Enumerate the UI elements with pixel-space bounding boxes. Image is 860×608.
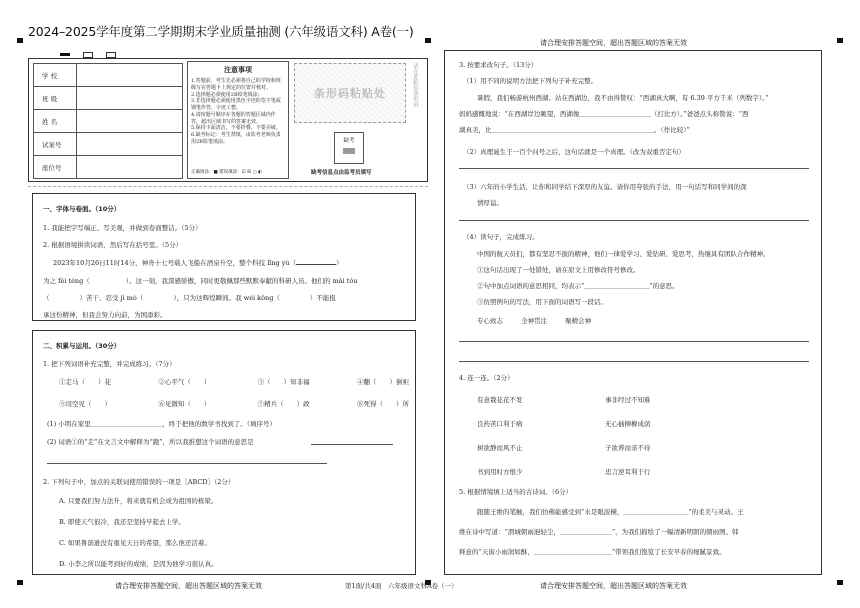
answer-line[interactable] xyxy=(47,463,327,464)
answer-line[interactable] xyxy=(459,341,809,342)
notice-item: 4.请按题号顺序在各题的答题区域内作答，超出区域书写的答案无效。 xyxy=(191,111,276,125)
match-right[interactable]: 子欲养而亲不待 xyxy=(605,444,651,452)
question-2-1: 1. 把下列词语补充完整，并完成练习。（7分） xyxy=(43,360,176,368)
school-field[interactable] xyxy=(77,64,183,87)
notice-list xyxy=(191,78,285,146)
registration-mark xyxy=(17,38,23,43)
absent-checkbox[interactable] xyxy=(343,148,355,154)
word: 全神贯注 xyxy=(521,317,548,325)
match-right[interactable]: 无心插柳柳成荫 xyxy=(605,420,651,428)
question-3-1: （1）用不同的说明方法把下列句子补充完整。 xyxy=(463,77,598,85)
section-1-heading: 一、字体与卷面。（10分） xyxy=(43,205,121,213)
idiom-item: ③（ ）知非福 xyxy=(257,378,310,386)
answer-line[interactable] xyxy=(311,444,393,445)
absent-box xyxy=(334,132,364,164)
idiom-item: ⑦精兵（ ）政 xyxy=(257,400,310,408)
top-warning: 请合理安排答题空间，超出答题区域的答案无效 xyxy=(540,39,687,47)
text: 2023年10月26日11时14分，神舟十七号载人飞船在酒泉升空，整个科技 lǐng yù（ xyxy=(53,259,297,267)
notice-box xyxy=(187,61,289,179)
right-answer-panel xyxy=(444,50,822,575)
question-2-1-1: (1) 小明在家里＿＿＿＿＿＿＿＿＿＿＿，终于把他的数学书找到了。（填序号） xyxy=(47,420,277,428)
text: （ xyxy=(43,294,50,302)
section-1 xyxy=(32,193,416,321)
q3-4-sub: ①这句话出现了一处错处，请在原文上用修改符号修改。 xyxy=(477,266,640,274)
match-left[interactable]: 良药苦口利于病 xyxy=(477,420,523,428)
notice-item: 5.保持卡面清洁，不要折叠，不要弄破。 xyxy=(191,125,281,132)
fill-sample: 正确填涂：■ 错误填涂：☑ ☒ ○ ◐ xyxy=(191,170,262,175)
q3-1-text: 湖真美，比＿＿＿＿＿＿＿＿＿＿＿＿＿＿＿＿＿＿＿＿＿＿＿＿＿。（作比较）” xyxy=(459,126,690,134)
absent-label: 缺考 xyxy=(343,138,355,144)
word: 聚精会神 xyxy=(565,317,592,325)
match-left[interactable]: 书到用时方恨少 xyxy=(477,468,523,476)
answer-line[interactable] xyxy=(459,220,809,221)
pinyin-line-3 xyxy=(43,293,336,302)
question-3-3-cont: 情厚谊。 xyxy=(477,199,503,207)
exam-number-label: 试案号 xyxy=(34,133,77,156)
question-2-2: 2. 下列句子中，加点的关联词使用错误的一项是［ABCD］（2分） xyxy=(43,478,235,486)
idiom-item: ⑥见微知（ ） xyxy=(158,400,211,408)
word-list xyxy=(477,316,591,325)
seat-field[interactable] xyxy=(77,156,183,179)
section-2-heading: 二、积累与运用。（30分） xyxy=(43,342,121,350)
option-b: B. 即使天气很冷，我还是坚持早起去上学。 xyxy=(59,518,185,526)
registration-mark xyxy=(837,580,843,585)
notice-item: 6.缺考标记：考生禁填，由监考老师负责用2B铅笔填涂。 xyxy=(191,132,281,145)
registration-mark xyxy=(837,38,843,43)
idiom-row xyxy=(59,377,409,386)
divider xyxy=(28,186,428,187)
q3-4-sub: ②句中加点词语的意思相同，均表示“＿＿＿＿＿＿＿＿＿＿”的意思。 xyxy=(477,282,679,290)
q3-4-sub: ③仿照例句的写法，用下面的词语写一段话。 xyxy=(477,298,607,306)
q5-text: 维在诗中写道：“渭城朝雨浥轻尘，＿＿＿＿＿＿＿＿”，为我们描绘了一幅清新明朗的朝雨图。韩 xyxy=(459,528,739,536)
q3-4-passage: 中国的航天员们，都有坚忍不拔的精神，他们一律爱学习、爱钻研、爱思考，热继具有团队合作精神。 xyxy=(477,250,770,258)
q5-text: 释意的“天街小雨润如酥，＿＿＿＿＿＿＿＿＿＿＿＿”带领我们饱览了长安早春的细腻景致。 xyxy=(459,548,726,556)
text: ）。这一刻，我深感骄傲，同时更敬佩那些默默奉献的科研人员。他们的 mài tóu xyxy=(125,277,358,285)
match-right[interactable]: 事非经过不知难 xyxy=(605,396,651,404)
barcode-label: 条形码粘贴处 xyxy=(314,87,386,100)
page-title: 2024–2025学年度第二学期期末学业质量抽测 (六年级语文科) A卷(一) xyxy=(28,24,414,39)
question-3-4: （4）读句子，完成练习。 xyxy=(463,233,539,241)
q3-1-text: 妈妈感慨地说：“在西湖岸边眺望，西湖像＿＿＿＿＿＿＿＿＿＿＿（打比方）。”爸爸点头称赞说：“西 xyxy=(459,110,749,118)
text: ）苦干、忍受 jì mò（ xyxy=(79,294,144,302)
pinyin-line-1 xyxy=(53,258,343,267)
idiom-item: ④翻（ ）倒柜 xyxy=(356,378,409,386)
student-info-panel xyxy=(28,58,428,182)
option-a: A. 只要我们努力法升，将来就有机会成为祖国的栋梁。 xyxy=(59,497,218,505)
idiom-item: ⑤司空见（ ） xyxy=(59,400,111,408)
text: 为之 fèi téng（ xyxy=(43,277,90,285)
answer-line[interactable] xyxy=(459,361,809,362)
question-4: 4. 连一连。（2分） xyxy=(459,374,514,382)
idiom-item: ①走马（ ）花 xyxy=(59,378,111,386)
pinyin-line-2 xyxy=(43,276,358,285)
match-right[interactable]: 忠言逆耳利于行 xyxy=(605,468,651,476)
q3-1-text: 暑假，我们畅游杭州西湖。站在西湖边，我不由得赞叹：“西湖真大啊，有 6.39 平方千米（列数字）。” xyxy=(477,94,769,102)
q5-text: 跟随王维的笔触，我们仿佛能感受到“水是眼波横，＿＿＿＿＿＿＿＿＿＿”的柔美与灵动。王 xyxy=(477,508,744,516)
question-2-1-2: (2) 词语①的“走”在文言文中解释为“跑”，所以我推想这个词语的意思是 xyxy=(47,438,254,446)
barcode-area xyxy=(294,63,406,123)
word: 专心致志 xyxy=(477,317,503,325)
pinyin-line-4: 承这份精神，但我会努力向前，为国添彩。 xyxy=(43,311,167,319)
barcode-side-note: 请在此粘贴条形码 xyxy=(412,63,418,107)
name-label: 姓 名 xyxy=(34,110,77,133)
question-3: 3. 按要求改句子。（13分） xyxy=(459,61,538,69)
answer-line[interactable] xyxy=(459,168,809,169)
idiom-row xyxy=(59,399,409,408)
footer-warning-left: 请合理安排答题空间，超出答题区域的答案无效 xyxy=(115,582,262,590)
class-label: 班 级 xyxy=(34,87,77,110)
question-3-2: （2）真理诞生于一百个问号之后，这句话就是一个真理。（改为双重否定句） xyxy=(463,148,685,156)
footer-warning-right: 请合理安排答题空间，超出答题区域的答案无效 xyxy=(540,582,687,590)
notice-item: 1.答题前，考生先必须将自己的学校和班级写在答题卡上规定的位置并核对。 xyxy=(191,78,281,91)
idiom-item: ②心平气（ ） xyxy=(158,378,211,386)
name-field[interactable] xyxy=(77,110,183,133)
idiom-item: ⑧死得（ ）所 xyxy=(356,400,409,408)
answer-blank[interactable] xyxy=(296,264,336,265)
notice-title: 注意事项 xyxy=(224,66,252,74)
question-1-1: 1. 我能把字写端正、写美观，并做到卷面整洁。（5分） xyxy=(43,224,202,232)
class-field[interactable] xyxy=(77,87,183,110)
student-info-table xyxy=(33,63,183,179)
question-5: 5. 根据情境填上适当的古诗词。（6分） xyxy=(459,488,573,496)
registration-mark xyxy=(425,38,431,43)
notice-item: 2.选择题必须使用2B铅笔填涂； xyxy=(191,91,263,98)
exam-number-field[interactable] xyxy=(77,133,183,156)
section-2 xyxy=(32,330,416,575)
registration-mark xyxy=(17,580,23,585)
notice-item: 3.非选择题必须使用黑色字迹的签字笔或钢笔作答，字迹工整。 xyxy=(191,98,281,111)
text: ）不能报 xyxy=(309,294,336,302)
question-1-2: 2. 根据语境拼读词语，然后写在括号里。（5分） xyxy=(43,241,183,249)
seat-label: 座位号 xyxy=(34,156,77,179)
match-left[interactable]: 有意栽花花不发 xyxy=(477,396,523,404)
page-number: 第1面/共4面 六年级语文科A卷（一） xyxy=(345,582,458,590)
option-d: D. 小李之所以能考到好的成绩，是因为他学习很认真。 xyxy=(59,560,218,568)
text: ），只为这辉煌瞬间。我 wéi kǒng（ xyxy=(173,294,280,302)
match-left[interactable]: 树欲静而风不止 xyxy=(477,444,523,452)
option-c: C. 如果鲁滨逊没有重见天日的希望，那么他还活着。 xyxy=(59,539,211,547)
school-label: 学 校 xyxy=(34,64,77,87)
question-3-3: （3）六年的小学生活，让你和同学结下深厚的友谊。请你用夸张的手法，用一句话写和同学间的深 xyxy=(463,183,747,191)
absent-fill-note: 缺考信息点由监考员填写 xyxy=(311,170,372,176)
text: ） xyxy=(336,259,343,267)
